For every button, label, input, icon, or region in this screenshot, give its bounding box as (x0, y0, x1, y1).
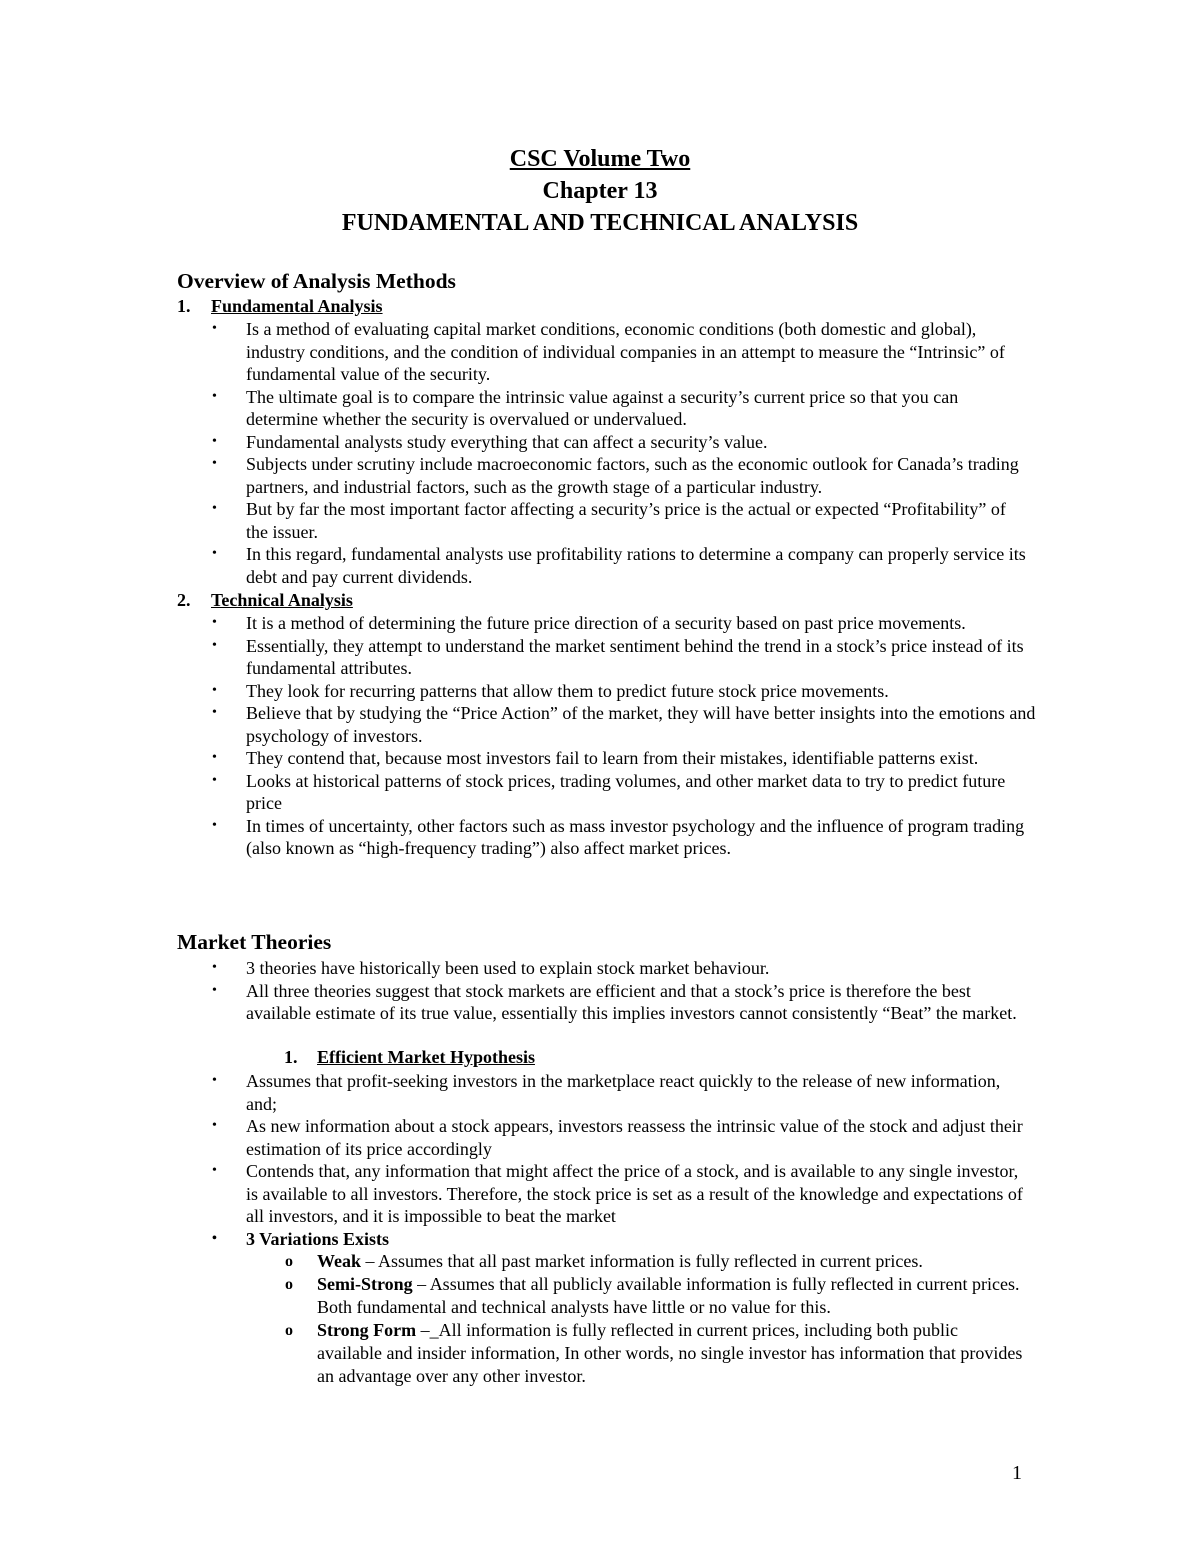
list-item: • Subjects under scrutiny include macroeconomic factors, such as the economic outlook for Canada’s trading partners, and industrial factors, such as the growth stage of a particular industry. (212, 454, 1019, 497)
section-heading-market-theories: Market Theories (177, 930, 332, 954)
list-item: • 3 theories have historically been used to explain stock market behaviour. (212, 958, 770, 978)
list-item: • All three theories suggest that stock markets are efficient and that a stock’s price is therefore the best available estimate of its true value, essentially this implies investors cannot consistently “Beat” the market. (212, 980, 1017, 1023)
bullet-icon: • (212, 960, 217, 975)
list-item: • It is a method of determining the future price direction of a security based on past price movements. (212, 613, 966, 633)
list-item: • Assumes that profit-seeking investors in the marketplace react quickly to the release of new information, and; (212, 1071, 1001, 1114)
bullet-icon: • (212, 682, 217, 698)
list-item: • They look for recurring patterns that allow them to predict future stock price movements. (212, 680, 889, 701)
bullet-icon: • (212, 1073, 217, 1088)
list-item: • As new information about a stock appears, investors reassess the intrinsic value of the stock and adjust their estimation of its price accordingly (212, 1116, 1023, 1159)
document-title: CSC Volume Two (509, 146, 691, 172)
title-block (0, 143, 1200, 239)
market-intro-bullet-list (0, 957, 1200, 1025)
bullet-icon: • (212, 456, 217, 471)
technical-bullet-list (0, 612, 1200, 860)
list-item: • Essentially, they attempt to understand the market sentiment behind the trend in a stock’s price instead of its fundamental attributes. (212, 635, 1024, 678)
page-number: 1 (1012, 1462, 1022, 1484)
sub-bullet-icon: o (285, 1322, 293, 1339)
bullet-icon: • (212, 705, 217, 720)
bullet-icon: • (212, 1163, 217, 1178)
list-item: o Weak – Assumes that all past market information is fully reflected in current prices. (285, 1251, 923, 1271)
fundamental-bullet-list (0, 318, 1200, 588)
emh-bullet-list (0, 1070, 1200, 1250)
list-number: 1. (284, 1047, 298, 1067)
list-item: • Contends that, any information that might affect the price of a stock, and is available to any single investor, is available to all investors. Therefore, the stock price is set as a result of the knowledge and expectations of all investors, and it is impossible to beat the market (212, 1161, 1023, 1226)
heading-label: Technical Analysis (211, 590, 353, 610)
bullet-icon: • (212, 615, 217, 630)
bullet-icon: • (212, 1230, 217, 1246)
bullet-icon: • (212, 637, 217, 653)
list-item: • In times of uncertainty, other factors such as mass investor psychology and the influence of program trading (also known as “high-frequency trading”) also affect market prices. (212, 815, 1025, 858)
heading-technical-analysis (177, 590, 353, 611)
list-item: • Looks at historical patterns of stock prices, trading volumes, and other market data to try to predict future price (212, 770, 1006, 813)
heading-label: Fundamental Analysis (211, 296, 383, 316)
bullet-icon: • (212, 433, 217, 449)
bullet-icon: • (212, 321, 217, 336)
bullet-icon: • (212, 772, 217, 788)
list-item: • Fundamental analysts study everything that can affect a security’s value. (212, 431, 768, 452)
bullet-icon: • (212, 750, 217, 765)
bullet-icon: • (212, 817, 217, 833)
bullet-icon: • (212, 546, 217, 561)
bullet-icon: • (212, 388, 217, 404)
bullet-icon: • (212, 501, 217, 516)
list-item: • They contend that, because most investors fail to learn from their mistakes, identifiable patterns exist. (212, 748, 979, 768)
sub-bullet-icon: o (285, 1276, 293, 1293)
list-item: • Believe that by studying the “Price Action” of the market, they will have better insights into the emotions and psychology of investors. (212, 703, 1036, 746)
bullet-icon: • (212, 982, 217, 998)
chapter-subtitle: FUNDAMENTAL AND TECHNICAL ANALYSIS (341, 210, 859, 236)
list-item: • 3 Variations Exists (212, 1228, 390, 1249)
list-item: • But by far the most important factor affecting a security’s price is the actual or expected “Profitability” of the issuer. (212, 499, 1006, 542)
list-item: o Semi-Strong – Assumes that all publicly available information is fully reflected in current prices. Both fundamental and technical analysts have little or no value for this. (285, 1274, 1020, 1317)
list-item: • In this regard, fundamental analysts use profitability rations to determine a company can properly service its debt and pay current dividends. (212, 544, 1026, 587)
heading-efficient-market-hypothesis (284, 1047, 535, 1068)
list-item: • Is a method of evaluating capital market conditions, economic conditions (both domestic and global), industry conditions, and the condition of individual companies in an attempt to measure the “Intrinsic” of fundamental value of the security. (212, 319, 1005, 384)
list-item: o Strong Form –_All information is fully reflected in current prices, including both public available and insider information, In other words, no single investor has information that provides an advantage over any other investor. (285, 1320, 1023, 1386)
chapter-title: Chapter 13 (542, 178, 658, 204)
list-item: • The ultimate goal is to compare the intrinsic value against a security’s current price so that you can determine whether the security is overvalued or undervalued. (212, 386, 959, 429)
sub-bullet-icon: o (285, 1253, 293, 1270)
list-number: 1. (177, 296, 191, 316)
list-number: 2. (177, 590, 191, 610)
heading-label: Efficient Market Hypothesis (317, 1047, 535, 1067)
section-heading-overview: Overview of Analysis Methods (177, 269, 456, 293)
bullet-icon: • (212, 1118, 217, 1133)
variations-list (0, 1250, 1200, 1388)
heading-fundamental-analysis (177, 296, 383, 317)
